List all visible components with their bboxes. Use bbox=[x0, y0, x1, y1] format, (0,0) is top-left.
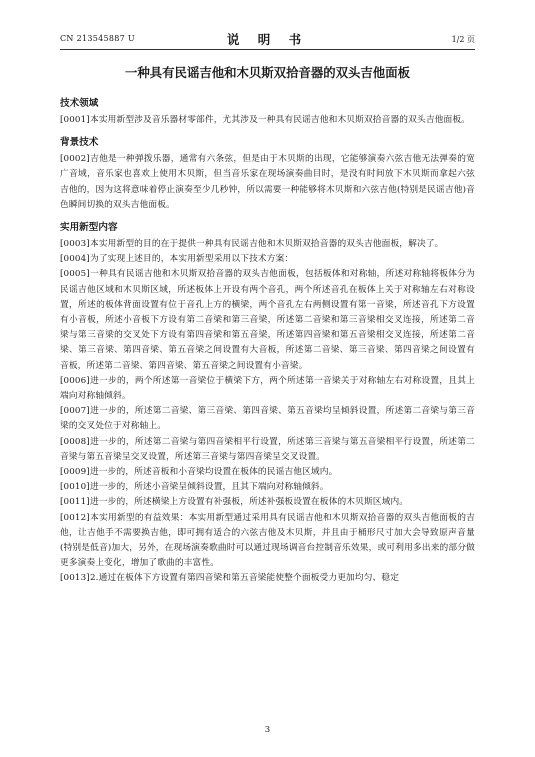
paragraph-text: 进一步的，所述横梁上方设置有补强板，所述补强板设置在板体的木贝斯区域内。 bbox=[90, 497, 409, 508]
paragraph: [0006]进一步的，两个所述第一音梁位于横梁下方，两个所述第一音梁关于对称轴左右对称设置，且其上端向对称轴倾斜。 bbox=[60, 375, 475, 402]
document-title: 一种具有民谣吉他和木贝斯双拾音器的双头吉他面板 bbox=[125, 65, 410, 80]
section-heading: 背景技术 bbox=[60, 137, 99, 149]
page-header bbox=[60, 34, 475, 46]
paragraph-text: 本实用新型涉及音乐器材零部件，尤其涉及一种具有民谣吉他和木贝斯双拾音器的双头吉他面板。 bbox=[90, 115, 471, 125]
paragraph: [0001]本实用新型涉及音乐器材零部件，尤其涉及一种具有民谣吉他和木贝斯双拾音器的双头吉他面板。 bbox=[60, 115, 471, 125]
page-indicator: 1/2 页 bbox=[451, 35, 475, 44]
page-number: 3 bbox=[264, 725, 271, 735]
paragraph: [0011]进一步的，所述横梁上方设置有补强板，所述补强板设置在板体的木贝斯区域内。 bbox=[60, 497, 409, 508]
paragraph-text: 本实用新型的有益效果：本实用新型通过采用具有民谣吉他和木贝斯双拾音器的双头吉他面板的吉他，让吉他手不需要换吉他，即可拥有适合的六弦吉他及木贝斯，并且由于桶形尺寸加大会导致原声音量(特别是低音)加大，另外，在现场演奏歌曲时可以通过现场调音台控制音乐效果，或可利用多出来的部分做更多演奏上变化，增加了歌曲的丰富性。 bbox=[60, 512, 475, 569]
patent-number: CN 213545887 U bbox=[60, 34, 135, 43]
paragraph: [0012]本实用新型的有益效果：本实用新型通过采用具有民谣吉他和木贝斯双拾音器的双头吉他面板的吉他，让吉他手不需要换吉他，即可拥有适合的六弦吉他及木贝斯，并且由于桶形尺寸加大会导致原声音量(特别是低音)加大，另外，在现场演奏歌曲时可以通过现场调音台控制音乐效果，或可利用多出来的部分做更多演奏上变化，增加了歌曲的丰富性。 bbox=[60, 512, 475, 569]
paragraph-text: 为了实现上述目的，本实用新型采用以下技术方案： bbox=[90, 254, 294, 265]
paragraph: [0004]为了实现上述目的，本实用新型采用以下技术方案： bbox=[60, 254, 294, 265]
document-body bbox=[60, 96, 475, 587]
paragraph: [0013]2.通过在板体下方设置有第四音梁和第五音梁能使整个面板受力更加均匀、稳定 bbox=[60, 573, 400, 584]
paragraph-text: 吉他是一种弹拨乐器，通常有六条弦，但是由于木贝斯的出现，它能够演奏六弦吉他无法弹奏的宽广音域，音乐家也喜欢上使用木贝斯，但当音乐家在现场演奏曲目时，是没有时间放下木贝斯而拿起六弦吉他的，因为这将意味着停止演奏至少几秒钟，所以需要一种能够将木贝斯和六弦吉他(特别是民谣吉他)音色瞬间切换的双头吉他面板。 bbox=[60, 154, 475, 210]
paragraph: [0010]进一步的，所述小音梁呈倾斜设置，且其下端向对称轴倾斜。 bbox=[60, 482, 329, 493]
paragraph-text: 进一步的，所述小音梁呈倾斜设置，且其下端向对称轴倾斜。 bbox=[90, 482, 329, 493]
paragraph: [0009]进一步的，所述音板和小音梁均设置在板体的民谣吉他区域内。 bbox=[60, 467, 338, 478]
paragraph-text: 进一步的，所述第二音梁、第三音梁、第四音梁、第五音梁均呈倾斜设置，所述第二音梁与第三音梁的交叉处位于对称轴上。 bbox=[60, 406, 475, 432]
paragraph-text: 2.通过在板体下方设置有第四音梁和第五音梁能使整个面板受力更加均匀、稳定 bbox=[90, 573, 400, 584]
paragraph: [0002]吉他是一种弹拨乐器，通常有六条弦，但是由于木贝斯的出现，它能够演奏六弦吉他无法弹奏的宽广音域，音乐家也喜欢上使用木贝斯，但当音乐家在现场演奏曲目时，是没有时间放下木贝斯而拿起六弦吉他的，因为这将意味着停止演奏至少几秒钟，所以需要一种能够将木贝斯和六弦吉他(特别是民谣吉他)音色瞬间切换的双头吉他面板。 bbox=[60, 154, 475, 210]
paragraph: [0008]进一步的，所述第二音梁与第四音梁相平行设置，所述第三音梁与第五音梁相平行设置，所述第二音梁与第五音梁呈交叉设置，所述第三音梁与第四音梁呈交叉设置。 bbox=[60, 436, 475, 462]
header-divider bbox=[60, 49, 475, 50]
section-heading: 技术领域 bbox=[60, 98, 99, 109]
paragraph: [0007]进一步的，所述第二音梁、第三音梁、第四音梁、第五音梁均呈倾斜设置，所述第二音梁与第三音梁的交叉处位于对称轴上。 bbox=[60, 406, 475, 432]
paragraph-text: 一种具有民谣吉他和木贝斯双拾音器的双头吉他面板，包括板体和对称轴，所述对称轴将板体分为民谣吉他区域和木贝斯区域，所述板体上开设有两个音孔，两个所述音孔在板体上关于对称轴左右对称设置，所述的板体背面设置有位于音孔上方的横梁，两个音孔左右两侧设置有第一音梁，所述音孔下方设置有小音板，所述小音板下方设有第二音梁和第三音梁，所述第二音梁和第三音梁相交叉连接，所述第二音梁与第三音梁的交叉处下方设有第四音梁和第五音梁，所述第四音梁和第五音梁相交叉连接，所述第二音梁、第三音梁、第四音梁、第五音梁之间设置有大音板，所述第二音梁、第三音梁、第四音梁之间设置有音板，所述第二音梁、第四音梁、第五音梁之间设置有小音梁。 bbox=[60, 269, 475, 371]
paragraph-text: 进一步的，两个所述第一音梁位于横梁下方，两个所述第一音梁关于对称轴左右对称设置，且其上端向对称轴倾斜。 bbox=[60, 375, 475, 402]
paragraph: [0005]一种具有民谣吉他和木贝斯双拾音器的双头吉他面板，包括板体和对称轴，所述对称轴将板体分为民谣吉他区域和木贝斯区域，所述板体上开设有两个音孔，两个所述音孔在板体上关于对称轴左右对称设置，所述的板体背面设置有位于音孔上方的横梁，两个音孔左右两侧设置有第一音梁，所述音孔下方设置有小音板，所述小音板下方设有第二音梁和第三音梁，所述第二音梁和第三音梁相交叉连接，所述第二音梁与第三音梁的交叉处下方设有第四音梁和第五音梁，所述第四音梁和第五音梁相交叉连接，所述第二音梁、第三音梁、第四音梁、第五音梁之间设置有大音板，所述第二音梁、第三音梁、第四音梁之间设置有音板，所述第二音梁、第四音梁、第五音梁之间设置有小音梁。 bbox=[60, 269, 475, 371]
paragraph: [0003]本实用新型的目的在于提供一种具有民谣吉他和木贝斯双拾音器的双头吉他面板，解决了。 bbox=[60, 239, 444, 250]
document-type-title: 说 明 书 bbox=[226, 32, 309, 47]
paragraph-text: 进一步的，所述第二音梁与第四音梁相平行设置，所述第三音梁与第五音梁相平行设置，所述第二音梁与第五音梁呈交叉设置，所述第三音梁与第四音梁呈交叉设置。 bbox=[60, 436, 475, 462]
paragraph-text: 本实用新型的目的在于提供一种具有民谣吉他和木贝斯双拾音器的双头吉他面板，解决了。 bbox=[90, 239, 444, 250]
section-heading: 实用新型内容 bbox=[60, 222, 118, 234]
paragraph-text: 进一步的，所述音板和小音梁均设置在板体的民谣吉他区域内。 bbox=[90, 467, 338, 478]
